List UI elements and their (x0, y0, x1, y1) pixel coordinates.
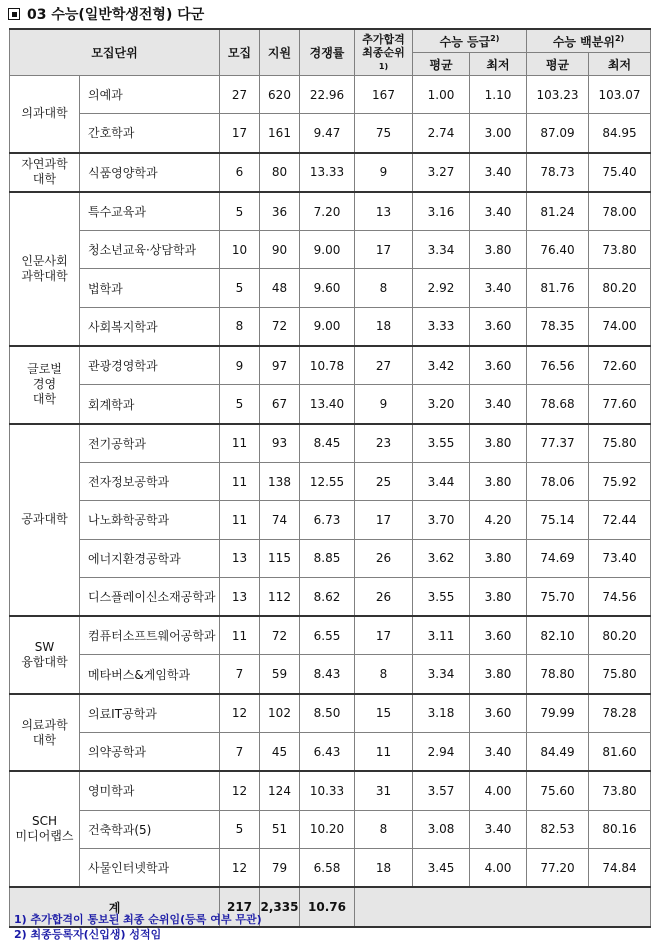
cell-p-avg: 78.73 (527, 153, 589, 192)
cell-p-avg: 81.76 (527, 269, 589, 307)
total-apply: 2,335 (260, 887, 300, 927)
header-grade-avg: 평균 (413, 53, 470, 76)
table-row (10, 694, 651, 733)
table-row (10, 114, 651, 153)
cell-g-avg: 3.57 (413, 771, 470, 810)
dept-cell: 나노화학공학과 (80, 501, 220, 539)
dept-cell: 디스플레이신소재공학과 (80, 577, 220, 616)
cell-apply: 80 (260, 153, 300, 192)
cell-g-avg: 3.62 (413, 539, 470, 577)
cell-apply: 51 (260, 810, 300, 848)
cell-p-min: 103.07 (589, 76, 651, 114)
cell-p-min: 74.00 (589, 307, 651, 346)
cell-recruit: 11 (220, 462, 260, 500)
dept-cell: 전자정보공학과 (80, 462, 220, 500)
square-bullet-icon (8, 8, 20, 20)
table-row (10, 616, 651, 655)
cell-p-avg: 78.68 (527, 385, 589, 424)
cell-p-avg: 82.10 (527, 616, 589, 655)
cell-ratio: 8.50 (300, 694, 355, 733)
college-cell: 인문사회 과학대학 (10, 192, 80, 346)
dept-cell: 영미학과 (80, 771, 220, 810)
cell-g-avg: 3.20 (413, 385, 470, 424)
cell-ratio: 8.45 (300, 424, 355, 463)
table-row (10, 153, 651, 192)
header-extra-rank-line1: 추가합격 (362, 32, 405, 46)
dept-cell: 회계학과 (80, 385, 220, 424)
cell-recruit: 27 (220, 76, 260, 114)
cell-g-avg: 3.34 (413, 231, 470, 269)
cell-rank: 26 (355, 539, 413, 577)
college-cell: 공과대학 (10, 424, 80, 616)
dept-cell: 청소년교육·상담학과 (80, 231, 220, 269)
dept-cell: 의료IT공학과 (80, 694, 220, 733)
cell-g-avg: 3.18 (413, 694, 470, 733)
college-cell: SW 융합대학 (10, 616, 80, 694)
table-row (10, 810, 651, 848)
cell-ratio: 9.00 (300, 231, 355, 269)
table-row (10, 771, 651, 810)
header-percentile-min: 최저 (589, 53, 651, 76)
cell-p-avg: 75.70 (527, 577, 589, 616)
cell-recruit: 7 (220, 655, 260, 694)
cell-rank: 15 (355, 694, 413, 733)
header-percentile-label: 수능 백분위 (552, 34, 615, 49)
dept-cell: 관광경영학과 (80, 346, 220, 385)
cell-g-avg: 3.34 (413, 655, 470, 694)
cell-p-min: 74.84 (589, 848, 651, 887)
cell-apply: 45 (260, 733, 300, 772)
cell-rank: 27 (355, 346, 413, 385)
header-percentile-footnote: 2) (614, 33, 625, 43)
cell-g-avg: 3.08 (413, 810, 470, 848)
cell-apply: 97 (260, 346, 300, 385)
cell-g-min: 3.80 (470, 539, 527, 577)
cell-rank: 8 (355, 269, 413, 307)
cell-ratio: 10.33 (300, 771, 355, 810)
cell-apply: 67 (260, 385, 300, 424)
cell-g-min: 3.40 (470, 385, 527, 424)
table-row (10, 385, 651, 424)
header-grade-label: 수능 등급 (439, 34, 491, 49)
cell-g-min: 3.00 (470, 114, 527, 153)
college-cell: 의과대학 (10, 76, 80, 153)
cell-p-min: 75.80 (589, 655, 651, 694)
cell-g-min: 4.00 (470, 848, 527, 887)
cell-p-avg: 74.69 (527, 539, 589, 577)
table-row (10, 76, 651, 114)
cell-ratio: 10.20 (300, 810, 355, 848)
section-title-text: 03 수능(일반학생전형) 다군 (27, 7, 205, 23)
cell-apply: 72 (260, 616, 300, 655)
cell-ratio: 22.96 (300, 76, 355, 114)
cell-p-min: 78.28 (589, 694, 651, 733)
footnote-2: 2) 최종등록자(신입생) 성적임 (14, 928, 162, 941)
table-row (10, 655, 651, 694)
cell-g-avg: 1.00 (413, 76, 470, 114)
cell-p-min: 84.95 (589, 114, 651, 153)
header-grade-min: 최저 (470, 53, 527, 76)
dept-cell: 의예과 (80, 76, 220, 114)
cell-apply: 79 (260, 848, 300, 887)
cell-ratio: 10.78 (300, 346, 355, 385)
cell-rank: 8 (355, 810, 413, 848)
cell-p-min: 75.80 (589, 424, 651, 463)
cell-g-avg: 3.44 (413, 462, 470, 500)
cell-rank: 11 (355, 733, 413, 772)
cell-g-min: 3.80 (470, 462, 527, 500)
table-row (10, 269, 651, 307)
cell-apply: 115 (260, 539, 300, 577)
cell-recruit: 11 (220, 501, 260, 539)
cell-rank: 13 (355, 192, 413, 231)
cell-g-avg: 3.33 (413, 307, 470, 346)
cell-rank: 75 (355, 114, 413, 153)
cell-apply: 102 (260, 694, 300, 733)
total-label: 계 (10, 887, 220, 927)
dept-cell: 법학과 (80, 269, 220, 307)
cell-recruit: 9 (220, 346, 260, 385)
cell-p-avg: 82.53 (527, 810, 589, 848)
cell-rank: 23 (355, 424, 413, 463)
table-row (10, 346, 651, 385)
cell-ratio: 12.55 (300, 462, 355, 500)
cell-p-avg: 78.80 (527, 655, 589, 694)
cell-recruit: 13 (220, 577, 260, 616)
college-cell: 자연과학 대학 (10, 153, 80, 192)
table-row (10, 539, 651, 577)
cell-rank: 18 (355, 307, 413, 346)
cell-g-avg: 3.27 (413, 153, 470, 192)
cell-rank: 17 (355, 501, 413, 539)
cell-g-min: 3.60 (470, 694, 527, 733)
cell-ratio: 6.58 (300, 848, 355, 887)
cell-recruit: 7 (220, 733, 260, 772)
cell-p-avg: 87.09 (527, 114, 589, 153)
header-ratio: 경쟁률 (300, 29, 355, 76)
cell-p-avg: 78.35 (527, 307, 589, 346)
cell-ratio: 13.33 (300, 153, 355, 192)
cell-apply: 48 (260, 269, 300, 307)
cell-g-min: 4.20 (470, 501, 527, 539)
cell-ratio: 8.62 (300, 577, 355, 616)
cell-ratio: 8.43 (300, 655, 355, 694)
cell-ratio: 6.73 (300, 501, 355, 539)
dept-cell: 에너지환경공학과 (80, 539, 220, 577)
cell-apply: 112 (260, 577, 300, 616)
dept-cell: 간호학과 (80, 114, 220, 153)
cell-recruit: 8 (220, 307, 260, 346)
cell-recruit: 5 (220, 269, 260, 307)
cell-p-avg: 77.37 (527, 424, 589, 463)
cell-p-min: 73.40 (589, 539, 651, 577)
cell-p-avg: 76.56 (527, 346, 589, 385)
cell-p-min: 74.56 (589, 577, 651, 616)
cell-recruit: 10 (220, 231, 260, 269)
cell-p-avg: 84.49 (527, 733, 589, 772)
total-recruit: 217 (220, 887, 260, 927)
cell-apply: 90 (260, 231, 300, 269)
footnote-1: 1) 추가합격이 통보된 최종 순위임(등록 여부 무관) (14, 913, 262, 926)
cell-recruit: 5 (220, 810, 260, 848)
cell-apply: 72 (260, 307, 300, 346)
cell-g-min: 3.40 (470, 192, 527, 231)
cell-p-min: 80.20 (589, 616, 651, 655)
cell-rank: 167 (355, 76, 413, 114)
cell-g-min: 3.80 (470, 655, 527, 694)
cell-g-min: 3.80 (470, 424, 527, 463)
cell-ratio: 13.40 (300, 385, 355, 424)
cell-g-min: 3.40 (470, 269, 527, 307)
cell-p-min: 75.40 (589, 153, 651, 192)
college-cell: SCH 미디어랩스 (10, 771, 80, 887)
cell-recruit: 11 (220, 616, 260, 655)
cell-ratio: 8.85 (300, 539, 355, 577)
cell-recruit: 12 (220, 771, 260, 810)
table-row (10, 231, 651, 269)
cell-g-avg: 3.11 (413, 616, 470, 655)
cell-g-min: 1.10 (470, 76, 527, 114)
dept-cell: 메타버스&게임학과 (80, 655, 220, 694)
cell-g-avg: 3.16 (413, 192, 470, 231)
section-title (8, 3, 204, 25)
cell-ratio: 7.20 (300, 192, 355, 231)
college-cell: 글로벌 경영 대학 (10, 346, 80, 424)
cell-recruit: 12 (220, 694, 260, 733)
cell-p-avg: 75.60 (527, 771, 589, 810)
table-row (10, 501, 651, 539)
total-ratio: 10.76 (300, 887, 355, 927)
cell-p-min: 72.44 (589, 501, 651, 539)
cell-recruit: 6 (220, 153, 260, 192)
header-apply: 지원 (260, 29, 300, 76)
dept-cell: 식품영양학과 (80, 153, 220, 192)
cell-p-min: 75.92 (589, 462, 651, 500)
header-unit: 모집단위 (10, 29, 220, 76)
cell-apply: 93 (260, 424, 300, 463)
cell-recruit: 5 (220, 192, 260, 231)
header-percentile-avg: 평균 (527, 53, 589, 76)
dept-cell: 사물인터넷학과 (80, 848, 220, 887)
dept-cell: 사회복지학과 (80, 307, 220, 346)
cell-g-min: 3.80 (470, 231, 527, 269)
cell-rank: 25 (355, 462, 413, 500)
cell-p-min: 80.16 (589, 810, 651, 848)
header-recruit: 모집 (220, 29, 260, 76)
total-blank (355, 887, 651, 927)
footnotes (14, 912, 262, 942)
header-grade (413, 29, 527, 53)
cell-recruit: 5 (220, 385, 260, 424)
table-row (10, 733, 651, 772)
cell-p-min: 81.60 (589, 733, 651, 772)
cell-recruit: 11 (220, 424, 260, 463)
cell-apply: 138 (260, 462, 300, 500)
cell-apply: 124 (260, 771, 300, 810)
cell-rank: 8 (355, 655, 413, 694)
cell-g-min: 3.40 (470, 153, 527, 192)
cell-recruit: 17 (220, 114, 260, 153)
cell-apply: 74 (260, 501, 300, 539)
cell-p-min: 72.60 (589, 346, 651, 385)
cell-p-avg: 78.06 (527, 462, 589, 500)
dept-cell: 의약공학과 (80, 733, 220, 772)
cell-apply: 59 (260, 655, 300, 694)
cell-g-avg: 2.92 (413, 269, 470, 307)
dept-cell: 컴퓨터소프트웨어공학과 (80, 616, 220, 655)
cell-g-min: 3.60 (470, 307, 527, 346)
cell-g-min: 3.40 (470, 810, 527, 848)
header-extra-rank (355, 29, 413, 76)
header-extra-rank-footnote: 1) (378, 61, 389, 71)
cell-g-min: 3.60 (470, 346, 527, 385)
cell-g-avg: 3.55 (413, 577, 470, 616)
cell-p-min: 80.20 (589, 269, 651, 307)
header-grade-footnote: 2) (490, 33, 500, 43)
cell-rank: 17 (355, 616, 413, 655)
cell-g-avg: 3.70 (413, 501, 470, 539)
cell-p-avg: 79.99 (527, 694, 589, 733)
table-body (10, 76, 651, 928)
cell-p-avg: 81.24 (527, 192, 589, 231)
dept-cell: 전기공학과 (80, 424, 220, 463)
cell-apply: 36 (260, 192, 300, 231)
table-row (10, 307, 651, 346)
cell-recruit: 12 (220, 848, 260, 887)
cell-p-avg: 103.23 (527, 76, 589, 114)
cell-recruit: 13 (220, 539, 260, 577)
cell-g-avg: 3.42 (413, 346, 470, 385)
table-row (10, 192, 651, 231)
cell-ratio: 9.60 (300, 269, 355, 307)
cell-p-avg: 77.20 (527, 848, 589, 887)
cell-g-avg: 2.74 (413, 114, 470, 153)
dept-cell: 특수교육과 (80, 192, 220, 231)
header-extra-rank-line2: 최종순위 (362, 45, 405, 59)
table-row (10, 577, 651, 616)
cell-g-min: 3.80 (470, 577, 527, 616)
cell-g-avg: 2.94 (413, 733, 470, 772)
college-cell: 의료과학 대학 (10, 694, 80, 772)
cell-ratio: 9.47 (300, 114, 355, 153)
cell-ratio: 6.55 (300, 616, 355, 655)
cell-g-avg: 3.55 (413, 424, 470, 463)
cell-apply: 161 (260, 114, 300, 153)
cell-p-min: 78.00 (589, 192, 651, 231)
table-row (10, 424, 651, 463)
cell-rank: 18 (355, 848, 413, 887)
cell-ratio: 9.00 (300, 307, 355, 346)
cell-rank: 26 (355, 577, 413, 616)
cell-apply: 620 (260, 76, 300, 114)
cell-p-min: 73.80 (589, 231, 651, 269)
cell-g-min: 3.60 (470, 616, 527, 655)
header-percentile (527, 29, 651, 53)
table-row (10, 462, 651, 500)
cell-ratio: 6.43 (300, 733, 355, 772)
cell-p-min: 77.60 (589, 385, 651, 424)
cell-g-min: 3.40 (470, 733, 527, 772)
table-row (10, 848, 651, 887)
cell-rank: 17 (355, 231, 413, 269)
cell-p-avg: 76.40 (527, 231, 589, 269)
cell-rank: 9 (355, 153, 413, 192)
cell-p-avg: 75.14 (527, 501, 589, 539)
cell-rank: 9 (355, 385, 413, 424)
cell-g-avg: 3.45 (413, 848, 470, 887)
admission-results-table (9, 28, 651, 928)
cell-g-min: 4.00 (470, 771, 527, 810)
cell-p-min: 73.80 (589, 771, 651, 810)
dept-cell: 건축학과(5) (80, 810, 220, 848)
cell-rank: 31 (355, 771, 413, 810)
